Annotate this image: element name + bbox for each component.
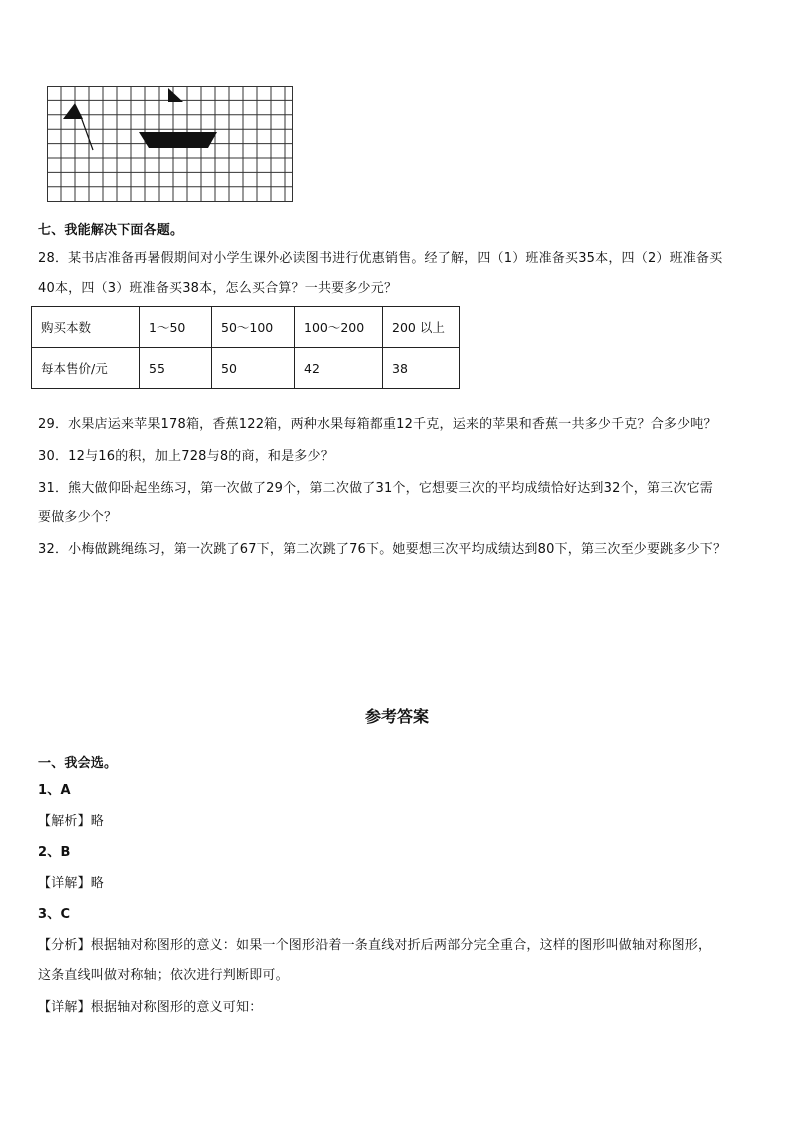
price-table bbox=[31, 306, 460, 389]
price-table-cell: 购买本数 bbox=[32, 307, 140, 348]
price-table-header-row bbox=[32, 307, 460, 348]
answer-3-analysis-line-1: 【分析】根据轴对称图形的意义：如果一个图形沿着一条直线对折后两部分完全重合，这样的图形叫做轴对称图形， bbox=[38, 938, 712, 953]
question-31-line-1: 31．熊大做仰卧起坐练习，第一次做了29个，第二次做了31个，它想要三次的平均成绩恰好达到32个，第三次它需 bbox=[38, 481, 713, 496]
price-table-cell: 1～50 bbox=[140, 307, 212, 348]
price-table-cell: 55 bbox=[140, 348, 212, 389]
question-31-line-2: 要做多少个？ bbox=[38, 510, 118, 525]
trapezoid-shape bbox=[139, 132, 217, 148]
question-29: 29．水果店运来苹果178箱，香蕉122箱，两种水果每箱都重12千克，运来的苹果和香蕉一共多少千克？合多少吨？ bbox=[38, 417, 717, 432]
grid-figure bbox=[47, 86, 295, 204]
price-table-cell: 每本售价/元 bbox=[32, 348, 140, 389]
answers-title: 参考答案 bbox=[364, 707, 429, 726]
answer-2: 2、B bbox=[38, 845, 71, 860]
question-32: 32．小梅做跳绳练习，第一次跳了67下，第二次跳了76下。她要想三次平均成绩达到80下，第三次至少要跳多少下？ bbox=[38, 542, 727, 557]
left-triangle-shape bbox=[63, 103, 83, 119]
price-table-cell: 50 bbox=[212, 348, 295, 389]
answer-1: 1、A bbox=[38, 783, 71, 798]
section-7-heading: 七、我能解决下面各题。 bbox=[38, 223, 184, 238]
price-table-value-row bbox=[32, 348, 460, 389]
price-table-cell: 38 bbox=[383, 348, 460, 389]
answer-3-detail: 【详解】根据轴对称图形的意义可知： bbox=[38, 1000, 263, 1015]
left-slant-line bbox=[80, 114, 93, 150]
question-28-line-1: 28．某书店准备再暑假期间对小学生课外必读图书进行优惠销售。经了解，四（1）班准备买35本，四（2）班准备买 bbox=[38, 251, 723, 266]
answers-section-1-heading: 一、我会选。 bbox=[38, 756, 118, 771]
price-table-cell: 100～200 bbox=[295, 307, 383, 348]
question-28-line-2: 40本，四（3）班准备买38本，怎么买合算？一共要多少元？ bbox=[38, 281, 398, 296]
price-table-cell: 42 bbox=[295, 348, 383, 389]
flag-triangle-shape bbox=[168, 88, 183, 102]
answer-2-note: 【详解】略 bbox=[38, 876, 105, 891]
price-table-cell: 200 以上 bbox=[383, 307, 460, 348]
answer-1-note: 【解析】略 bbox=[38, 814, 105, 829]
answer-3: 3、C bbox=[38, 907, 71, 922]
question-30: 30．12与16的积，加上728与8的商，和是多少？ bbox=[38, 449, 334, 464]
answer-3-analysis-line-2: 这条直线叫做对称轴；依次进行判断即可。 bbox=[38, 968, 289, 983]
price-table-cell: 50～100 bbox=[212, 307, 295, 348]
